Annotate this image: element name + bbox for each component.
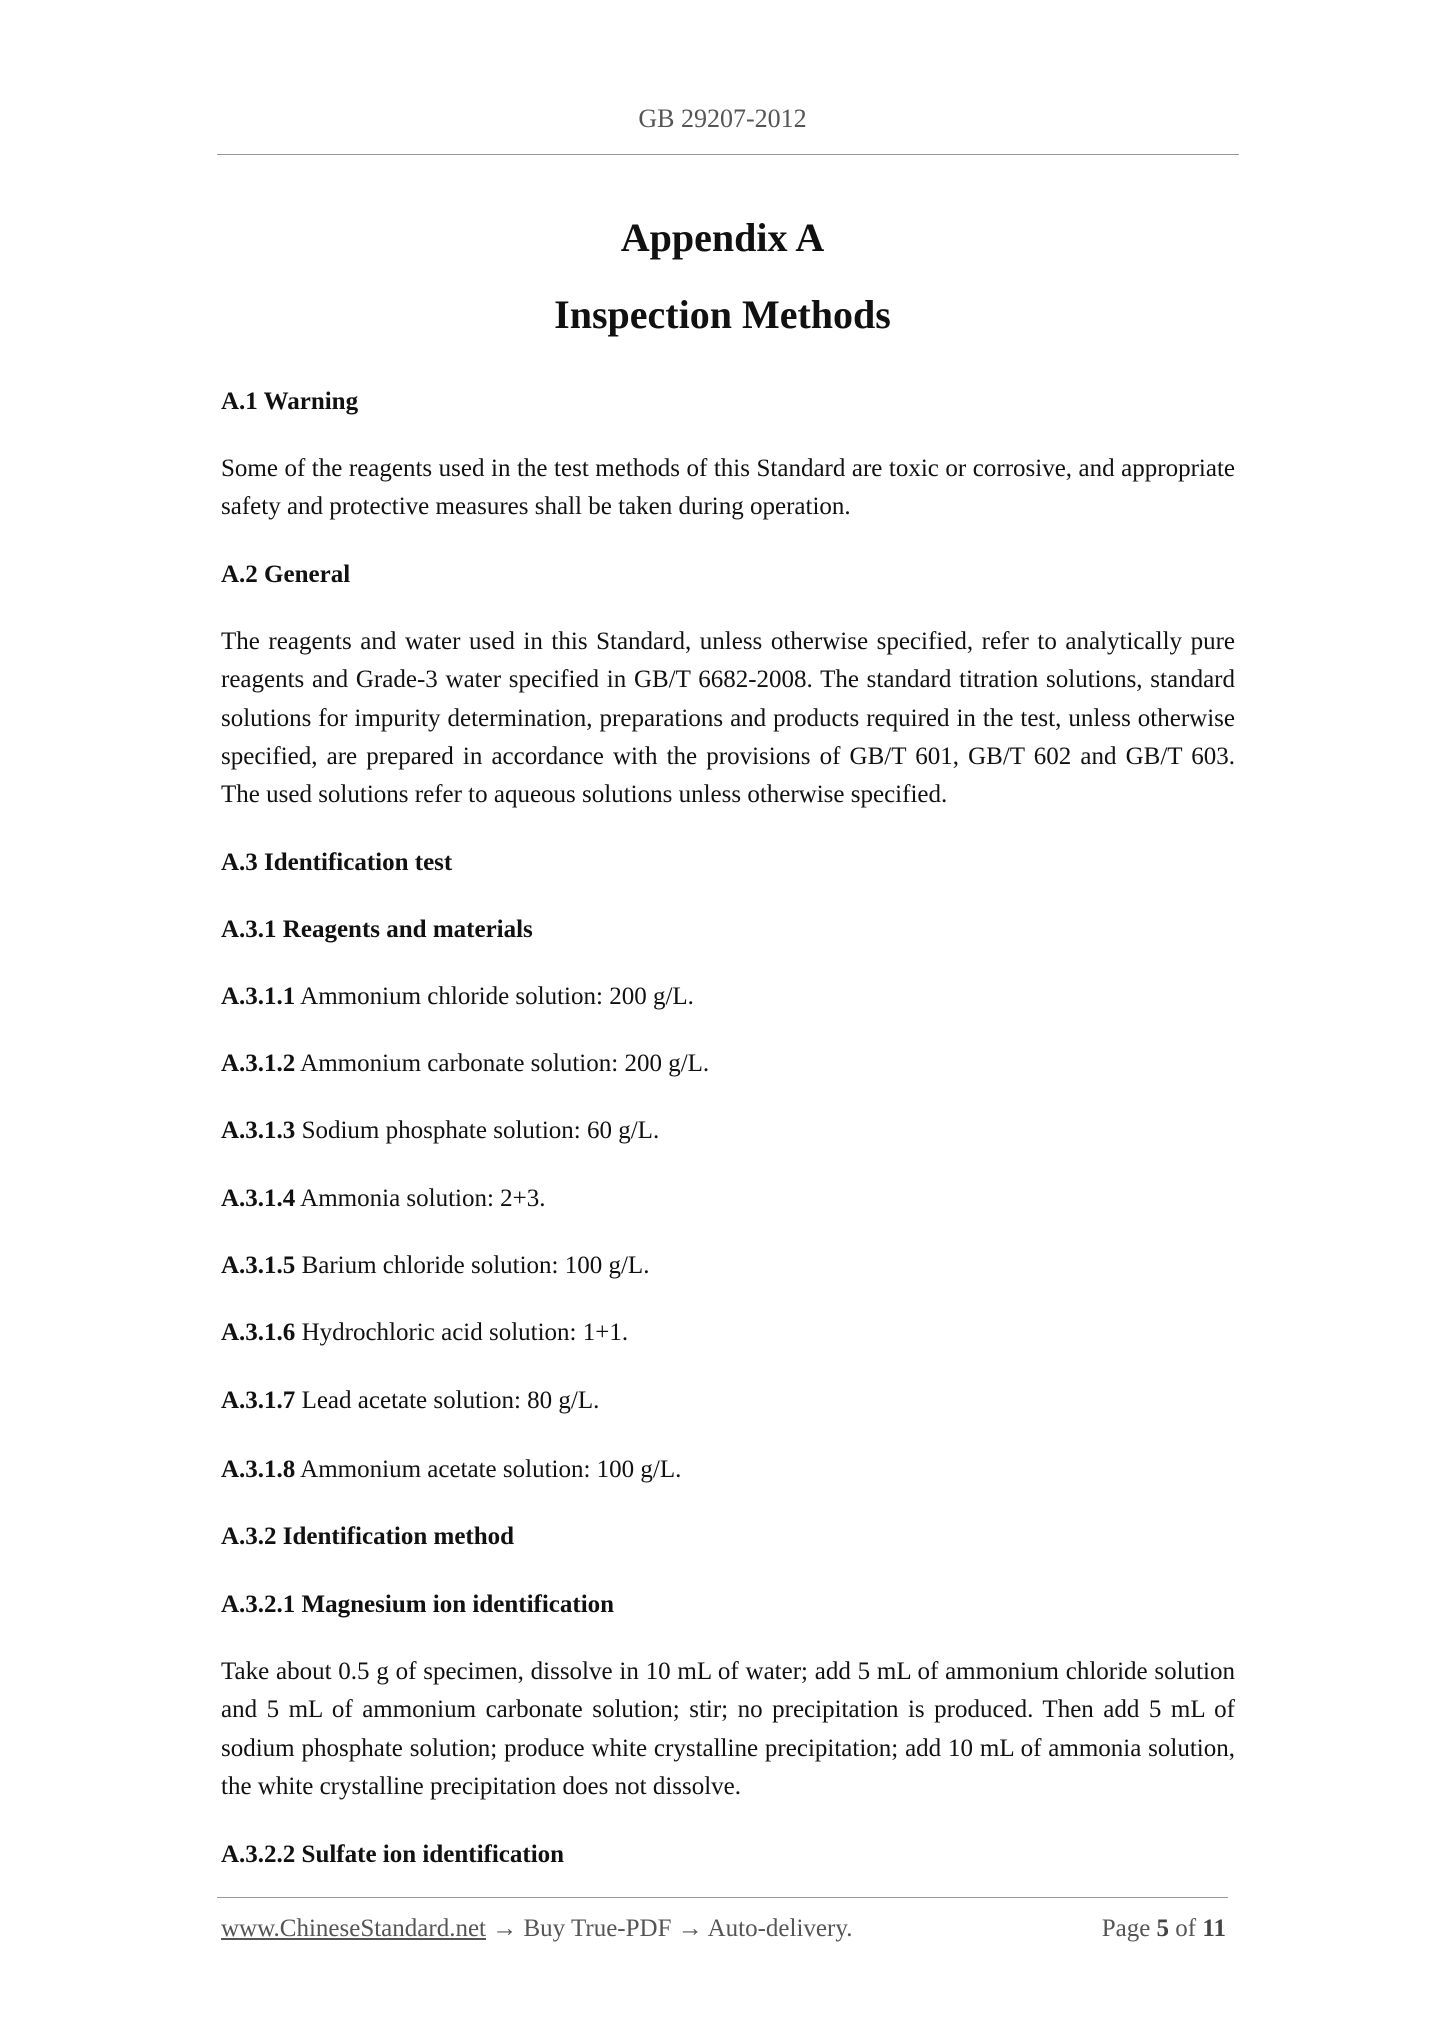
reagent-text: Lead acetate solution: 80 g/L. xyxy=(295,1387,600,1414)
reagent-number: A.3.1.6 xyxy=(221,1319,296,1346)
delivery-text: Auto-delivery. xyxy=(702,1915,853,1942)
reagent-number: A.3.1.8 xyxy=(221,1456,296,1483)
reagent-item xyxy=(221,1382,1235,1420)
reagent-text: Ammonium acetate solution: 100 g/L. xyxy=(295,1456,682,1483)
header-divider xyxy=(217,154,1239,155)
reagent-item xyxy=(221,1112,1235,1150)
arrow-right-icon: → xyxy=(677,1915,703,1942)
section-heading-a1: A.1 Warning xyxy=(221,388,359,415)
reagent-item xyxy=(221,1045,1235,1083)
section-heading-a322: A.3.2.2 Sulfate ion identification xyxy=(221,1841,565,1868)
section-heading-a31: A.3.1 Reagents and materials xyxy=(221,916,533,943)
reagent-item xyxy=(221,1451,1235,1489)
reagent-number: A.3.1.4 xyxy=(221,1185,296,1212)
page-total: 11 xyxy=(1202,1915,1226,1942)
reagent-text: Barium chloride solution: 100 g/L. xyxy=(295,1252,650,1279)
reagent-number: A.3.1.3 xyxy=(221,1117,296,1144)
reagent-text: Ammonium carbonate solution: 200 g/L. xyxy=(295,1050,710,1077)
website-link[interactable]: www.ChineseStandard.net xyxy=(221,1915,486,1942)
section-heading-a2: A.2 General xyxy=(221,561,351,588)
arrow-right-icon: → xyxy=(492,1915,518,1942)
warning-paragraph: Some of the reagents used in the test methods of this Standard are toxic or corrosive, and appropriate safety and protective measures shall be taken during operation. xyxy=(221,455,1235,521)
reagent-number: A.3.1.1 xyxy=(221,983,296,1010)
reagent-item xyxy=(221,1180,1235,1218)
section-heading-a321: A.3.2.1 Magnesium ion identification xyxy=(221,1591,615,1618)
footer-promo xyxy=(221,1915,852,1943)
section-heading-a32: A.3.2 Identification method xyxy=(221,1523,515,1550)
reagent-number: A.3.1.2 xyxy=(221,1050,296,1077)
reagent-text: Ammonium chloride solution: 200 g/L. xyxy=(295,983,694,1010)
reagent-item xyxy=(221,1247,1235,1285)
reagent-item xyxy=(221,1314,1235,1352)
general-paragraph: The reagents and water used in this Standard, unless otherwise specified, refer to analytically pure reagents and Grade-3 water specified in GB/T 6682-2008. The standard titration solutions, standard solutions for impurity determination, preparations and products required in the test, unless otherwise specified, are prepared in accordance with the provisions of GB/T 601, GB/T 602 and GB/T 603. The used solutions refer to aqueous solutions unless otherwise specified. xyxy=(221,628,1235,809)
reagent-item xyxy=(221,978,1235,1016)
page-indicator xyxy=(1102,1915,1226,1943)
page-number: 5 xyxy=(1156,1915,1170,1942)
page-label: Page xyxy=(1101,1915,1157,1942)
magnesium-paragraph: Take about 0.5 g of specimen, dissolve in 10 mL of water; add 5 mL of ammonium chloride solution and 5 mL of ammonium carbonate solution; stir; no precipitation is produced. Then add 5 mL of sodium phosphate solution; produce white crystalline precipitation; add 10 mL of ammonia solution, the white crystalline precipitation does not dissolve. xyxy=(221,1658,1235,1800)
reagent-number: A.3.1.5 xyxy=(221,1252,296,1279)
buy-text: Buy True-PDF xyxy=(517,1915,678,1942)
document-id-header: GB 29207-2012 xyxy=(638,104,807,133)
of-label: of xyxy=(1169,1915,1203,1942)
appendix-subtitle: Inspection Methods xyxy=(554,292,891,337)
reagent-text: Ammonia solution: 2+3. xyxy=(295,1185,546,1212)
reagent-number: A.3.1.7 xyxy=(221,1387,296,1414)
footer-divider xyxy=(217,1897,1228,1898)
section-heading-a3: A.3 Identification test xyxy=(221,849,453,876)
reagent-text: Hydrochloric acid solution: 1+1. xyxy=(295,1319,629,1346)
reagent-text: Sodium phosphate solution: 60 g/L. xyxy=(295,1117,660,1144)
appendix-title: Appendix A xyxy=(620,215,825,260)
